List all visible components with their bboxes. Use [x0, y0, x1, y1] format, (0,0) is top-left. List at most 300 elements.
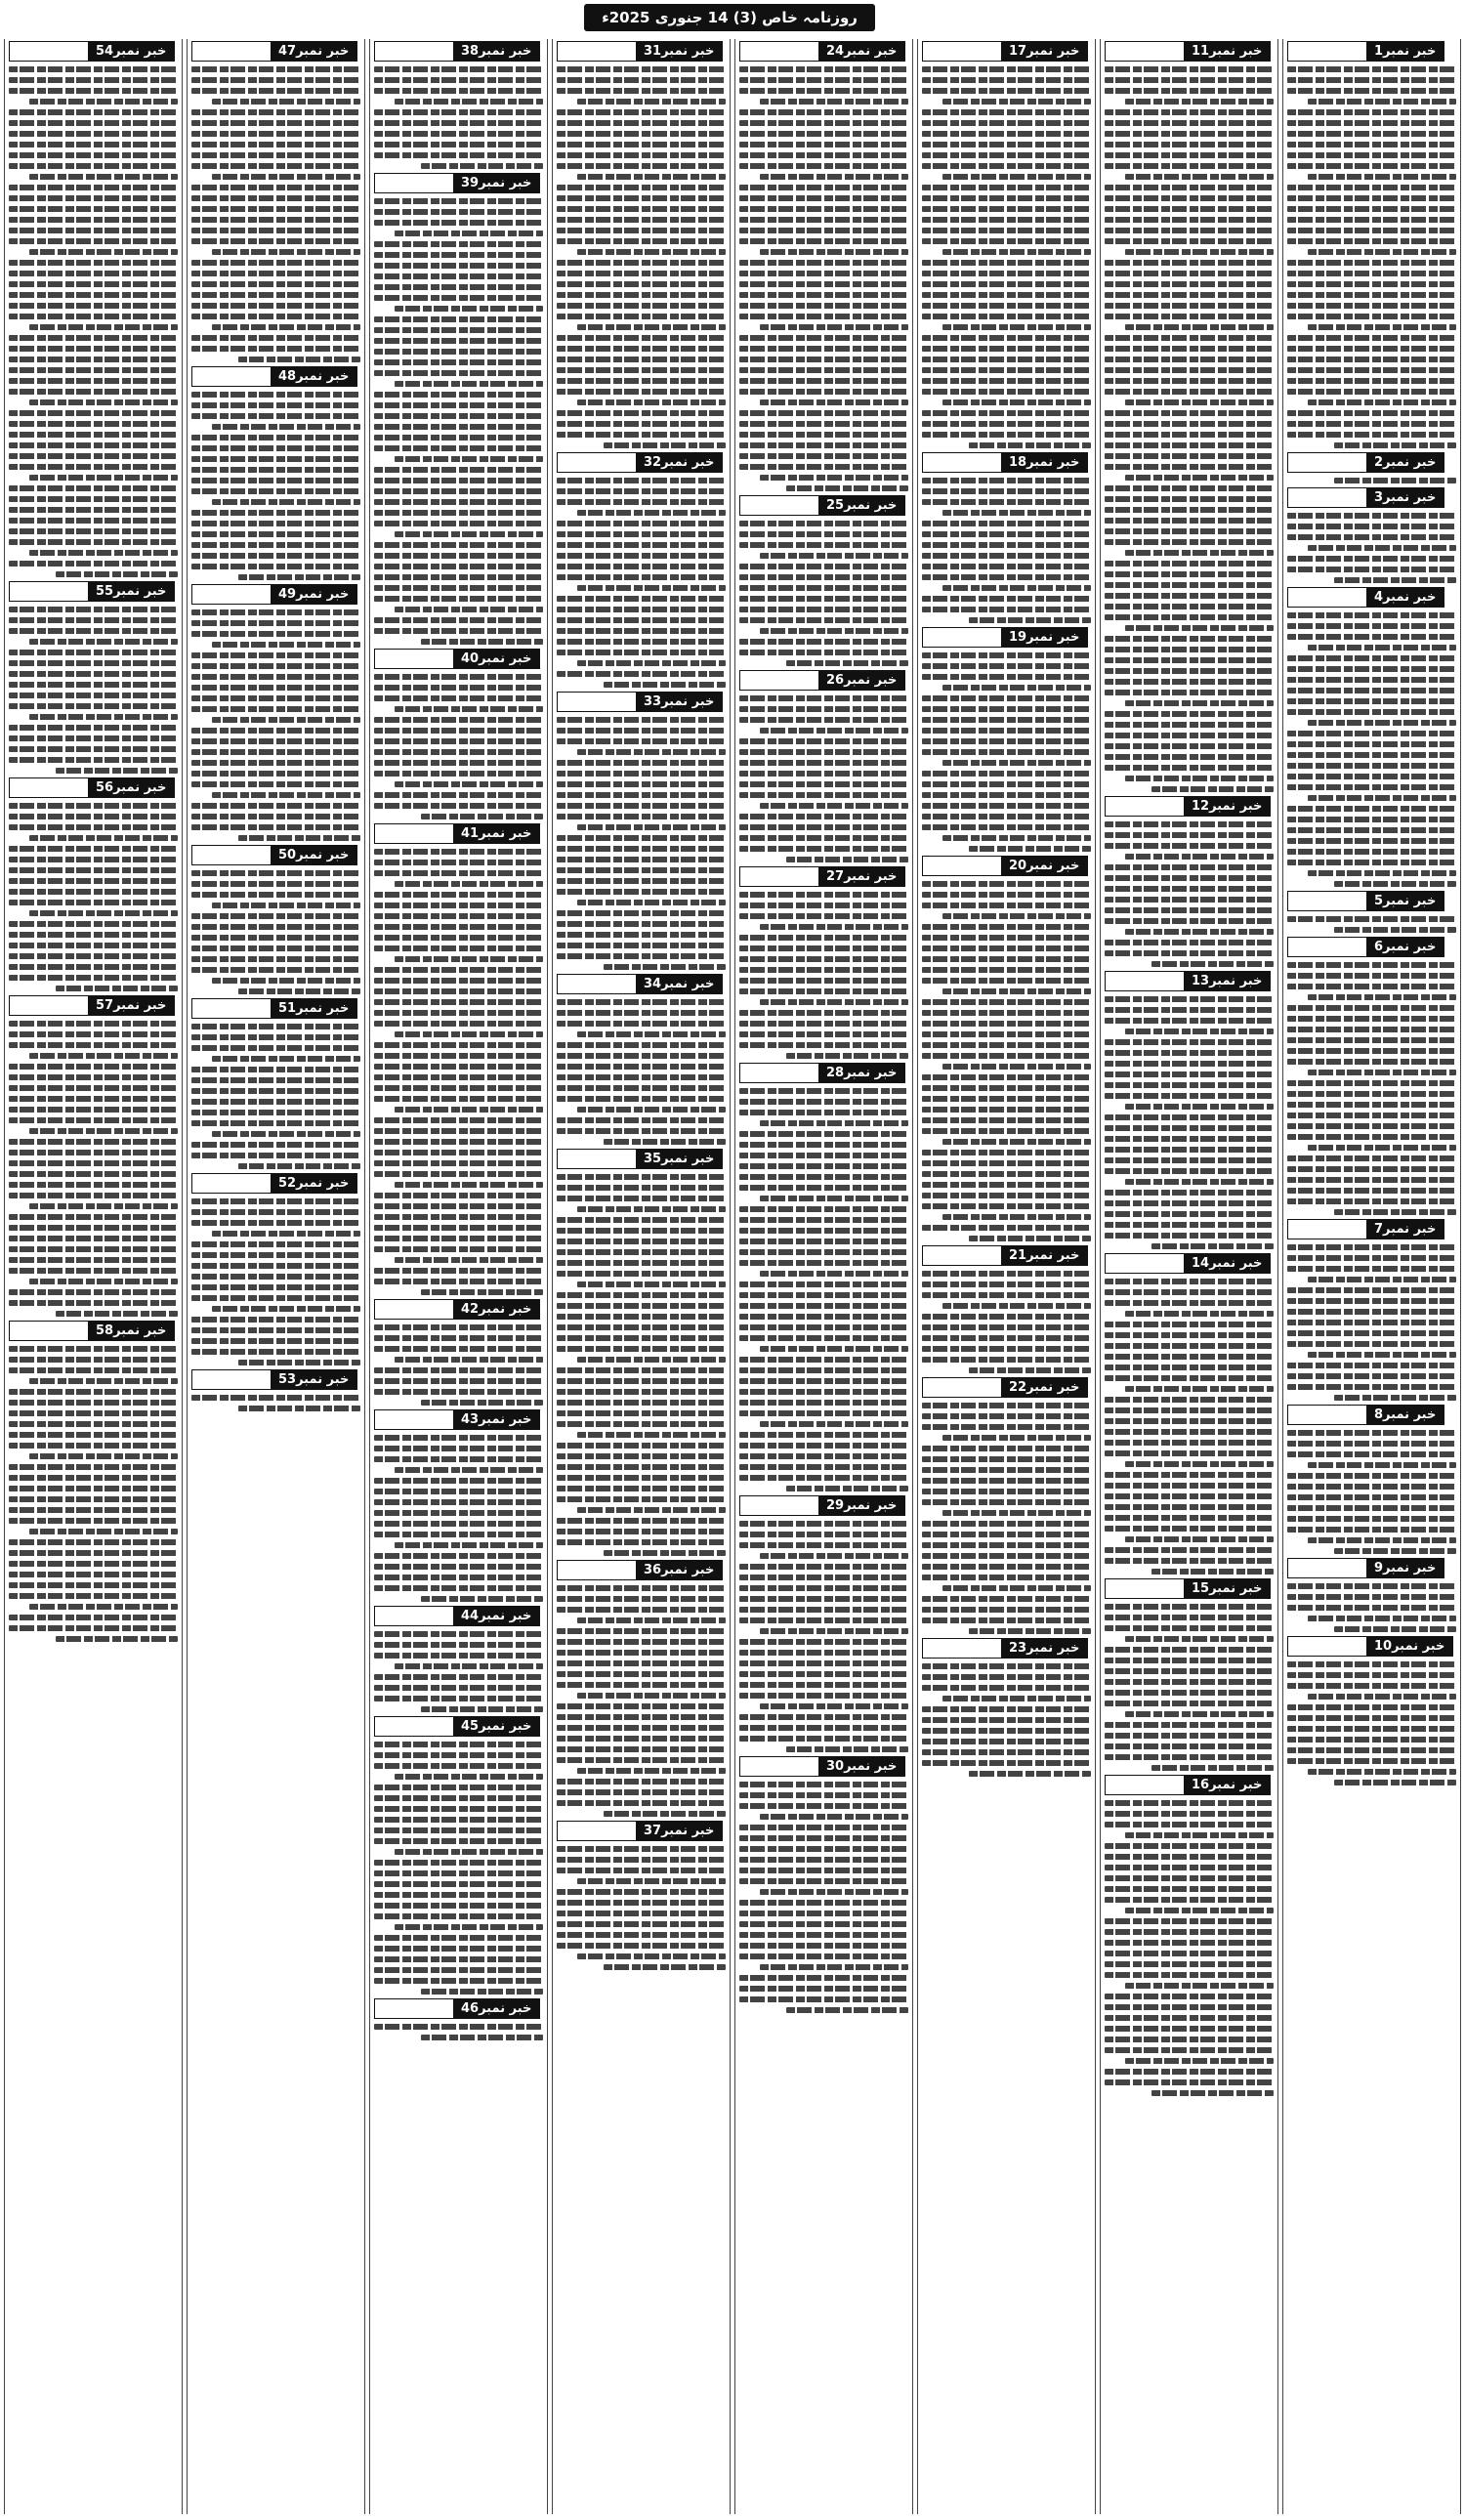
text-line	[557, 1117, 726, 1123]
text-line	[1105, 1061, 1274, 1067]
text-line	[739, 1792, 908, 1798]
text-line	[1308, 1462, 1456, 1468]
text-line	[1308, 994, 1456, 1000]
text-line	[557, 943, 726, 948]
text-line	[1105, 1418, 1274, 1424]
text-line	[557, 921, 726, 927]
text-line	[395, 956, 543, 962]
text-line	[238, 1360, 360, 1365]
news-item	[922, 1638, 1091, 1777]
text-line	[1105, 163, 1274, 169]
text-line	[1287, 1726, 1456, 1732]
text-line	[374, 263, 543, 269]
text-line	[238, 1163, 360, 1169]
news-item-body	[557, 715, 726, 970]
text-line	[739, 1228, 908, 1234]
text-line	[1105, 1733, 1274, 1739]
text-line	[557, 499, 726, 505]
text-line	[739, 1239, 908, 1244]
text-line	[922, 1542, 1091, 1548]
text-line	[374, 1335, 543, 1341]
text-line	[557, 1800, 726, 1806]
news-item-header-box	[1106, 42, 1184, 61]
text-line	[557, 1596, 726, 1602]
text-line	[577, 1281, 726, 1287]
news-item	[1287, 587, 1456, 887]
text-line	[557, 228, 726, 233]
text-line	[395, 1182, 543, 1188]
text-line	[739, 410, 908, 416]
text-line	[9, 1507, 178, 1513]
text-line	[374, 220, 543, 226]
text-line	[922, 706, 1091, 712]
text-line	[739, 749, 908, 755]
text-line	[395, 1542, 543, 1548]
text-line	[1287, 1155, 1456, 1161]
text-line	[739, 271, 908, 276]
text-line	[1308, 174, 1456, 180]
text-line	[1105, 518, 1274, 524]
text-line	[191, 1099, 360, 1105]
text-line	[374, 1881, 543, 1887]
text-line	[1287, 731, 1456, 736]
text-line	[1105, 357, 1274, 362]
news-item-header	[374, 1606, 540, 1626]
text-line	[1105, 604, 1274, 609]
text-line	[739, 1443, 908, 1449]
text-line	[577, 824, 726, 830]
text-line	[1125, 929, 1274, 935]
text-line	[739, 1185, 908, 1191]
text-line	[1105, 1854, 1274, 1860]
text-line	[1105, 1526, 1274, 1532]
text-line	[374, 860, 543, 865]
text-line	[739, 464, 908, 470]
text-line	[739, 1943, 908, 1949]
news-item-header-box	[558, 453, 636, 472]
news-item-number: خبر نمبر9	[1366, 1559, 1444, 1577]
news-item-header	[922, 1638, 1088, 1659]
text-line	[922, 1489, 1091, 1494]
text-line	[604, 442, 726, 448]
text-line	[1105, 195, 1274, 201]
text-line	[760, 324, 908, 330]
news-item	[922, 1245, 1091, 1373]
text-line	[191, 924, 360, 930]
text-line	[739, 260, 908, 266]
text-line	[9, 1117, 178, 1123]
news-item-number: خبر نمبر34	[636, 975, 722, 993]
text-line	[922, 421, 1091, 427]
text-line	[1105, 722, 1274, 728]
news-item-body	[1287, 914, 1456, 933]
text-line	[395, 231, 543, 236]
text-line	[9, 1236, 178, 1241]
news-item-number: خبر نمبر20	[1001, 857, 1087, 875]
text-line	[1105, 292, 1274, 298]
text-line	[1287, 1244, 1456, 1250]
news-item-header-box	[375, 824, 453, 843]
text-line	[1287, 634, 1456, 640]
text-line	[374, 1268, 543, 1274]
text-line	[9, 1021, 178, 1027]
text-line	[212, 717, 360, 723]
news-item-number: خبر نمبر7	[1366, 1220, 1444, 1239]
text-line	[374, 1324, 543, 1330]
text-line	[212, 1306, 360, 1312]
text-line	[374, 1042, 543, 1048]
text-line	[557, 1378, 726, 1384]
text-line	[739, 1585, 908, 1591]
text-line	[1105, 1071, 1274, 1077]
masthead-date-label: روزنامہ خاص (3) 14 جنوری 2025ء	[602, 9, 858, 26]
text-line	[922, 803, 1091, 809]
text-line	[922, 281, 1091, 287]
text-line	[374, 617, 543, 623]
text-line	[922, 432, 1091, 438]
text-line	[557, 1096, 726, 1102]
text-line	[557, 1260, 726, 1266]
text-line	[1105, 206, 1274, 212]
news-item-header-box	[192, 367, 271, 386]
text-line	[922, 1324, 1091, 1330]
text-line	[374, 1564, 543, 1570]
text-line	[374, 327, 543, 333]
text-line	[1287, 432, 1456, 438]
news-item-header-box	[923, 42, 1001, 61]
news-item-number: خبر نمبر31	[636, 42, 722, 61]
text-line	[395, 456, 543, 462]
text-line	[1287, 292, 1456, 298]
text-line	[374, 803, 543, 809]
text-line	[1105, 897, 1274, 903]
text-line	[760, 1814, 908, 1820]
news-item-header	[739, 1063, 905, 1083]
text-line	[557, 1400, 726, 1406]
text-line	[191, 142, 360, 147]
text-line	[1308, 1616, 1456, 1621]
text-line	[191, 1241, 360, 1247]
news-item	[374, 1716, 543, 1995]
text-line	[1287, 260, 1456, 266]
text-line	[1287, 827, 1456, 833]
text-line	[557, 1128, 726, 1134]
text-line	[9, 163, 178, 169]
news-column	[1100, 39, 1278, 2514]
text-line	[9, 824, 178, 830]
text-line	[9, 1421, 178, 1427]
text-line	[1125, 1832, 1274, 1838]
text-line	[922, 1292, 1091, 1298]
text-line	[9, 1496, 178, 1502]
text-line	[374, 521, 543, 526]
text-line	[191, 131, 360, 137]
text-line	[1105, 571, 1274, 577]
text-line	[1125, 99, 1274, 105]
text-line	[1287, 1605, 1456, 1611]
text-line	[9, 857, 178, 862]
text-line	[1287, 1166, 1456, 1172]
news-item	[1287, 937, 1456, 1215]
text-line	[9, 1171, 178, 1177]
news-item-header	[1105, 1578, 1271, 1599]
text-line	[922, 1074, 1091, 1080]
text-line	[922, 607, 1091, 612]
text-line	[421, 1989, 543, 1995]
text-line	[1287, 860, 1456, 865]
text-line	[557, 120, 726, 126]
text-line	[557, 738, 726, 744]
news-item-header-box	[1288, 1637, 1366, 1656]
text-line	[9, 185, 178, 190]
text-line	[739, 1996, 908, 2002]
news-item	[9, 777, 178, 991]
news-item-header	[1287, 452, 1444, 473]
text-line	[739, 892, 908, 898]
news-item-number: خبر نمبر32	[636, 453, 722, 472]
text-line	[374, 295, 543, 301]
text-line	[374, 685, 543, 691]
news-item-number: خبر نمبر39	[453, 174, 539, 192]
text-line	[1105, 1082, 1274, 1088]
text-line	[1334, 1209, 1456, 1215]
news-item	[739, 670, 908, 862]
text-line	[942, 1510, 1091, 1516]
text-line	[577, 324, 726, 330]
text-line	[922, 553, 1091, 559]
text-line	[9, 1085, 178, 1091]
text-line	[1105, 2069, 1274, 2075]
text-line	[557, 867, 726, 873]
text-line	[1105, 1929, 1274, 1935]
text-line	[922, 903, 1091, 908]
text-line	[1105, 1504, 1274, 1510]
text-line	[922, 728, 1091, 734]
news-item-header-box	[192, 585, 271, 604]
text-line	[374, 935, 543, 941]
text-line	[374, 510, 543, 516]
text-line	[191, 1045, 360, 1051]
text-line	[922, 1085, 1091, 1091]
text-line	[942, 1585, 1091, 1591]
text-line	[374, 349, 543, 355]
news-item-number: خبر نمبر30	[818, 1757, 904, 1776]
news-item-header-box	[10, 42, 88, 61]
text-line	[1287, 1123, 1456, 1129]
text-line	[191, 392, 360, 398]
text-line	[1105, 1647, 1274, 1653]
text-line	[374, 1827, 543, 1833]
text-line	[557, 1453, 726, 1459]
news-item-body	[739, 1086, 908, 1491]
news-item	[1287, 487, 1456, 583]
text-line	[191, 163, 360, 169]
text-line	[1105, 918, 1274, 924]
text-line	[1287, 817, 1456, 822]
text-line	[9, 1550, 178, 1556]
text-line	[922, 738, 1091, 744]
text-line	[212, 1231, 360, 1237]
news-column	[552, 39, 731, 2514]
news-item-header	[557, 41, 723, 62]
news-item-header-box	[923, 453, 1001, 472]
text-line	[922, 1281, 1091, 1287]
text-line	[557, 781, 726, 787]
text-line	[1105, 886, 1274, 892]
news-item-header	[557, 692, 723, 712]
text-line	[191, 435, 360, 441]
news-item	[374, 173, 543, 645]
text-line	[1151, 1765, 1274, 1771]
text-line	[922, 109, 1091, 115]
text-line	[922, 228, 1091, 233]
text-line	[1287, 238, 1456, 244]
news-item-header	[739, 866, 905, 887]
text-line	[557, 1196, 726, 1201]
text-line	[922, 1346, 1091, 1352]
text-line	[191, 913, 360, 919]
text-line	[374, 574, 543, 580]
text-line	[374, 77, 543, 83]
news-item-body	[739, 890, 908, 1059]
news-item	[1105, 41, 1274, 792]
text-line	[739, 228, 908, 233]
text-line	[942, 1064, 1091, 1070]
text-line	[1125, 1386, 1274, 1392]
text-line	[739, 281, 908, 287]
text-line	[1287, 838, 1456, 844]
text-line	[557, 1671, 726, 1677]
text-line	[739, 66, 908, 72]
text-line	[739, 596, 908, 602]
news-item-number: خبر نمبر23	[1001, 1639, 1087, 1658]
text-line	[374, 252, 543, 258]
text-line	[557, 314, 726, 319]
text-line	[557, 271, 726, 276]
text-line	[1105, 1365, 1274, 1370]
text-line	[374, 1053, 543, 1059]
text-line	[760, 999, 908, 1005]
text-line	[969, 846, 1091, 852]
text-line	[1287, 556, 1456, 562]
text-line	[1105, 593, 1274, 599]
text-line	[9, 607, 178, 612]
text-line	[374, 1150, 543, 1155]
news-item	[922, 1377, 1091, 1634]
text-line	[9, 671, 178, 677]
news-item-header-box	[1106, 1254, 1184, 1273]
text-line	[9, 260, 178, 266]
text-line	[191, 1274, 360, 1280]
text-line	[1105, 1800, 1274, 1806]
news-item-body	[191, 1022, 360, 1169]
text-line	[922, 999, 1091, 1005]
text-line	[922, 1010, 1091, 1016]
text-line	[1125, 550, 1274, 556]
text-line	[1308, 1352, 1456, 1358]
text-line	[1105, 821, 1274, 827]
text-line	[1308, 99, 1456, 105]
news-item-number: خبر نمبر1	[1366, 42, 1444, 61]
text-line	[1125, 854, 1274, 860]
news-item-body	[374, 64, 543, 169]
text-line	[557, 1074, 726, 1080]
text-line	[9, 1257, 178, 1263]
text-line	[191, 195, 360, 201]
text-line	[1287, 1102, 1456, 1108]
text-line	[421, 1596, 543, 1602]
news-item-header-box	[923, 1378, 1001, 1397]
text-line	[9, 120, 178, 126]
text-line	[557, 367, 726, 373]
text-line	[557, 564, 726, 569]
news-item	[374, 41, 543, 169]
news-column	[917, 39, 1096, 2514]
text-line	[557, 531, 726, 537]
text-line	[191, 674, 360, 680]
text-line	[739, 1725, 908, 1731]
text-line	[1105, 1658, 1274, 1663]
text-line	[739, 314, 908, 319]
news-item	[1105, 1578, 1274, 1771]
text-line	[1287, 1527, 1456, 1533]
text-line	[739, 1921, 908, 1927]
text-line	[9, 943, 178, 948]
news-item	[557, 1149, 726, 1556]
text-line	[9, 77, 178, 83]
news-item-header	[191, 366, 357, 387]
text-line	[1105, 1407, 1274, 1413]
text-line	[557, 1410, 726, 1416]
text-line	[922, 1446, 1091, 1451]
news-item-body	[557, 1844, 726, 1970]
text-line	[29, 1053, 178, 1059]
text-line	[374, 359, 543, 365]
text-line	[557, 1682, 726, 1688]
text-line	[1287, 849, 1456, 855]
text-line	[942, 324, 1091, 330]
news-item-number: خبر نمبر26	[818, 671, 904, 690]
text-line	[1151, 1243, 1274, 1249]
text-line	[9, 1561, 178, 1567]
text-line	[739, 956, 908, 962]
news-item-number: خبر نمبر54	[88, 42, 174, 61]
text-line	[1287, 698, 1456, 704]
text-line	[1125, 625, 1274, 631]
text-line	[1105, 1007, 1274, 1013]
text-line	[374, 402, 543, 408]
text-line	[191, 553, 360, 559]
news-item-number: خبر نمبر3	[1366, 488, 1444, 507]
text-line	[9, 889, 178, 895]
news-item	[739, 1756, 908, 2013]
text-line	[739, 1660, 908, 1666]
text-line	[1287, 1016, 1456, 1022]
news-item	[191, 584, 360, 841]
text-line	[9, 1389, 178, 1395]
text-line	[29, 174, 178, 180]
text-line	[374, 241, 543, 247]
text-line	[9, 1225, 178, 1231]
text-line	[1105, 314, 1274, 319]
text-line	[191, 1198, 360, 1204]
text-line	[1105, 1886, 1274, 1892]
text-line	[739, 346, 908, 352]
text-line	[191, 760, 360, 766]
text-line	[942, 913, 1091, 919]
text-line	[760, 924, 908, 930]
text-line	[1105, 1493, 1274, 1499]
